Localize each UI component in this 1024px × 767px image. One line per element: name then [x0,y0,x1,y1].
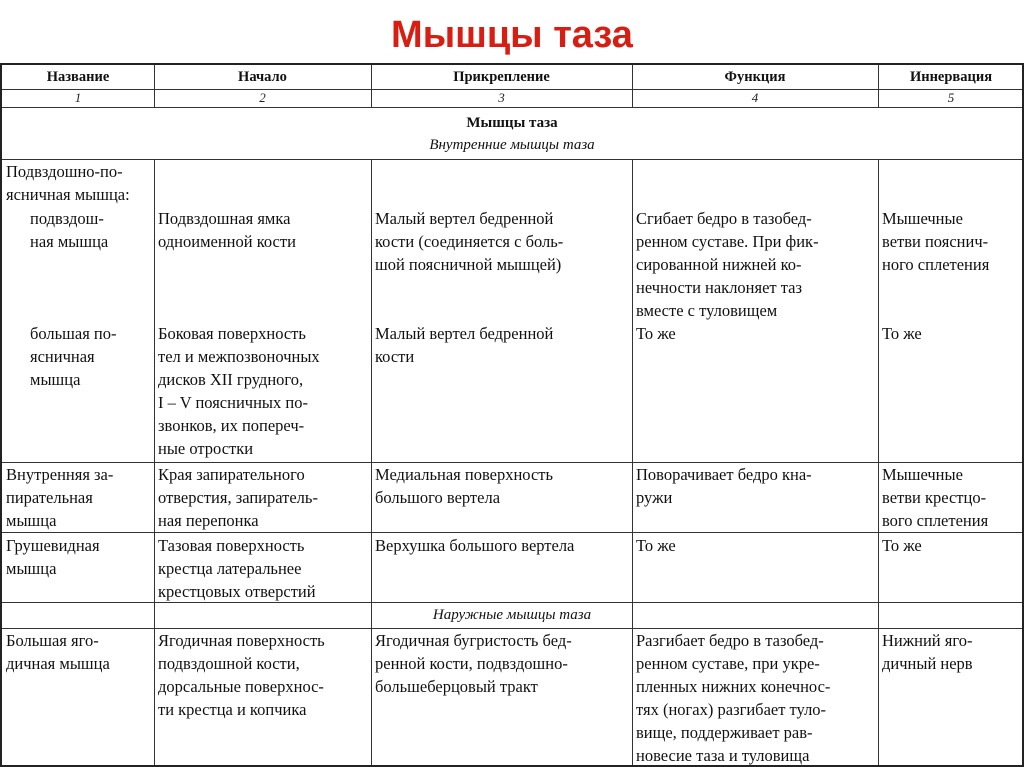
row-psoas-major-function: То же [636,324,676,343]
header-function: Функция [724,69,786,85]
row-obturator-innervation: Мышечные ветви крестцо- вого сплетения [882,465,989,530]
column-number: 1 [74,90,82,105]
internal-muscles-label: Внутренние мышцы таза [429,137,595,153]
row-divider [2,107,1022,108]
column-number: 4 [751,90,759,105]
header-origin: Начало [238,69,287,85]
column-divider [878,159,879,628]
column-number: 5 [947,90,955,105]
column-divider [632,628,633,765]
row-gluteus-innervation: Нижний яго- дичный нерв [882,631,973,673]
slide-title: Мышцы таза [391,14,633,56]
row-divider [2,532,1022,533]
column-divider [878,628,879,765]
header-name: Название [46,69,110,85]
row-gluteus-origin: Ягодичная поверхность подвздошной кости, дорсальные поверхнос- ти крестца и копчика [158,631,325,719]
column-divider [632,159,633,628]
row-obturator-name: Внутренняя за- пирательная мышца [6,465,114,530]
row-obturator-insertion: Медиальная поверхность большого вертела [375,465,554,507]
row-psoas-major-insertion: Малый вертел бедренной кости [375,324,554,366]
row-gluteus-insertion: Ягодичная бугристость бед- ренной кости, подвздошно- большеберцовый тракт [375,631,572,696]
pelvic-muscles-table [0,63,1024,767]
column-number: 3 [498,90,505,105]
row-iliopsoas-name: Подвздошно-по- ясничная мышца: [6,162,130,204]
row-iliacus-name: подвздош- ная мышца [30,209,109,251]
row-iliacus-innervation: Мышечные ветви пояснич- ного сплетения [882,209,990,274]
row-psoas-major-innervation: То же [882,324,922,343]
column-divider [154,628,155,765]
external-muscles-label: Наружные мышцы таза [432,607,592,623]
row-psoas-major-name: большая по- ясничная мышца [30,324,117,389]
column-number: 2 [259,90,266,105]
row-iliacus-function: Сгибает бедро в тазобед- ренном суставе. При фик- сированной нижней ко- нечности наклоняет таз вместе с туловищем [636,209,819,320]
row-psoas-major-origin: Боковая поверхность тел и межпозвоночных дисков XII грудного, I – V поясничных по- звонков, их попереч- ные отростки [158,324,320,458]
row-piriformis-name: Грушевидная мышца [6,536,100,578]
column-divider [154,159,155,628]
row-piriformis-function: То же [636,536,676,555]
column-divider [371,628,372,765]
header-innervation: Иннервация [909,69,993,85]
row-iliacus-insertion: Малый вертел бедренной кости (соединяется с боль- шой поясничной мышцей) [375,209,564,274]
row-iliacus-origin: Подвздошная ямка одноименной кости [158,209,296,251]
row-piriformis-insertion: Верхушка большого вертела [375,536,575,555]
row-obturator-origin: Края запирательного отверстия, запиратель- ная перепонка [158,465,318,530]
row-divider [2,602,1022,603]
column-divider [371,159,372,628]
header-insertion: Прикрепление [453,69,550,85]
row-gluteus-name: Большая яго- дичная мышца [6,631,110,673]
row-gluteus-function: Разгибает бедро в тазобед- ренном суставе, при укре- пленных нижних конечнос- тях (ногах) разгибает туло- вище, поддерживает рав- новесие таза и туловища [636,631,831,765]
row-obturator-function: Поворачивает бедро кна- ружи [636,465,812,507]
row-piriformis-innervation: То же [882,536,922,555]
row-divider [2,159,1022,160]
row-piriformis-origin: Тазовая поверхность крестца латеральнее крестцовых отверстий [158,536,316,601]
section-title: Мышцы таза [466,115,558,131]
